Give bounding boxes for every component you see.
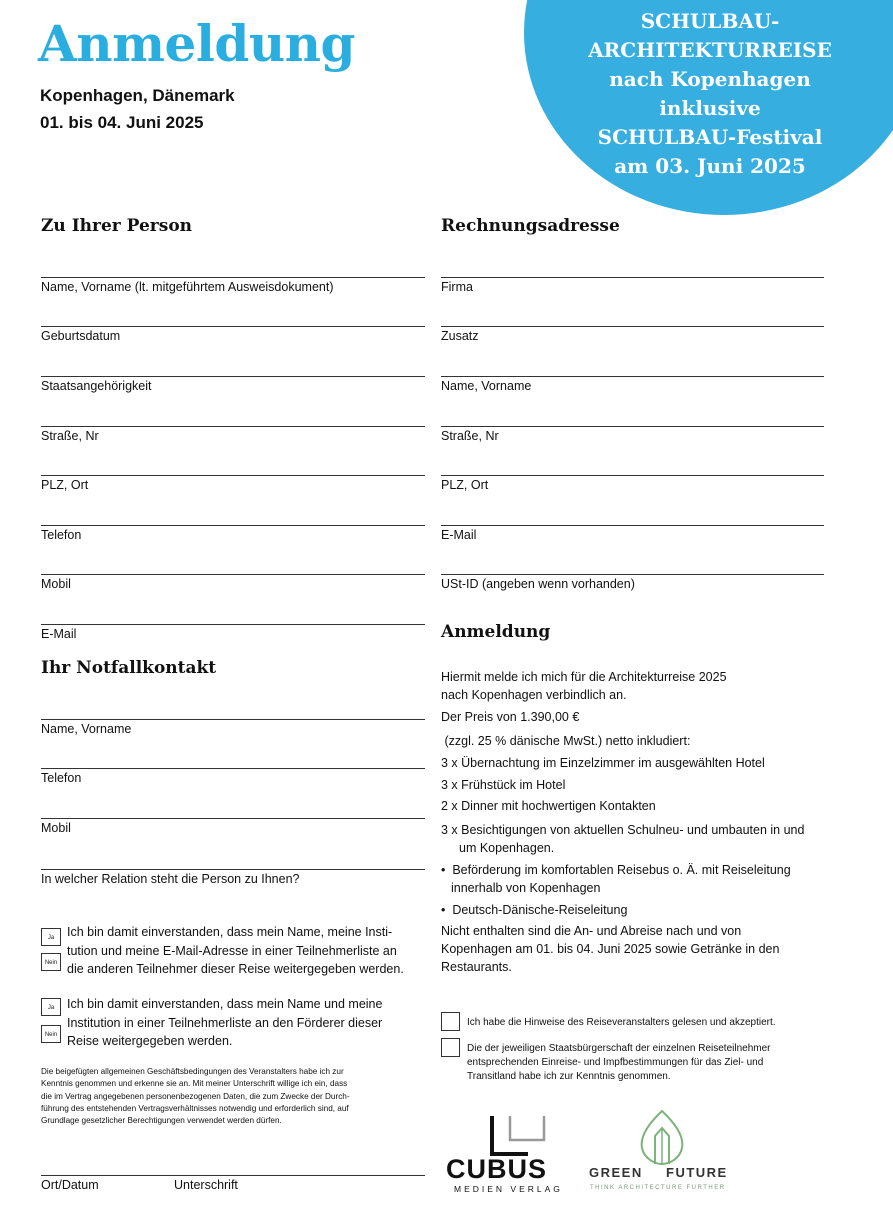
consent1-no-box[interactable]: Nein	[41, 953, 61, 971]
reg-line: 2 x Dinner mit hochwertigen Kontakten	[441, 799, 656, 813]
person-heading: Zu Ihrer Person	[41, 216, 193, 236]
consent1-text	[67, 923, 404, 979]
signature-line[interactable]	[41, 1175, 425, 1176]
banner-line: am 03. Juni 2025	[614, 154, 806, 178]
event-location: Kopenhagen, Dänemark	[40, 86, 235, 105]
entry-rules-line: entsprechenden Einreise- und Impfbestimmungen für das Ziel- und	[467, 1057, 764, 1068]
billing-name-label: Name, Vorname	[441, 379, 532, 393]
billing-zip-label: PLZ, Ort	[441, 478, 489, 492]
nationality-field-line[interactable]	[41, 376, 425, 377]
reg-line: • Deutsch-Dänische-Reiseleitung	[441, 903, 628, 917]
emergency-mobile-label: Mobil	[41, 821, 71, 835]
billing-email-line[interactable]	[441, 525, 824, 526]
cubus-logo-icon	[488, 1112, 548, 1158]
consent1-yes-box[interactable]: Ja	[41, 928, 61, 946]
billing-email-label: E-Mail	[441, 528, 477, 542]
page-title: Anmeldung	[38, 14, 355, 73]
email-field-line[interactable]	[41, 624, 425, 625]
reg-line: Nicht enthalten sind die An- und Abreise nach und von	[441, 924, 742, 938]
emergency-heading: Ihr Notfallkontakt	[41, 658, 217, 678]
consent2-line: Ich bin damit einverstanden, dass mein Name und meine	[67, 997, 383, 1011]
mobile-field-line[interactable]	[41, 574, 425, 575]
reg-price: Der Preis von 1.390,00 €	[441, 710, 580, 724]
reg-line: (zzgl. 25 % dänische MwSt.) netto inkludiert:	[441, 734, 691, 748]
terms-line: Grundlage gesetzlicher Berechtigungen verwendet werden dürfen.	[41, 1116, 282, 1126]
reg-line: innerhalb von Kopenhagen	[451, 881, 601, 895]
consent2-no-box[interactable]: Nein	[41, 1025, 61, 1043]
reg-line: 3 x Übernachtung im Einzelzimmer im ausgewählten Hotel	[441, 756, 765, 770]
zip-city-field-line[interactable]	[41, 475, 425, 476]
billing-heading: Rechnungsadresse	[441, 216, 620, 236]
birthdate-field-label: Geburtsdatum	[41, 329, 121, 343]
phone-field-line[interactable]	[41, 525, 425, 526]
emergency-phone-line[interactable]	[41, 768, 425, 769]
email-field-label: E-Mail	[41, 627, 77, 641]
banner-line: nach Kopenhagen	[609, 67, 811, 91]
birthdate-field-line[interactable]	[41, 326, 425, 327]
reg-line: nach Kopenhagen verbindlich an.	[441, 688, 627, 702]
entry-rules-line: Die der jeweiligen Staatsbürgerschaft der einzelnen Reiseteilnehmer	[467, 1043, 771, 1054]
entry-rules-checkbox[interactable]	[441, 1038, 460, 1057]
addition-field-line[interactable]	[441, 326, 824, 327]
billing-zip-line[interactable]	[441, 475, 824, 476]
emergency-name-line[interactable]	[41, 719, 425, 720]
vat-id-line[interactable]	[441, 574, 824, 575]
billing-street-label: Straße, Nr	[441, 429, 499, 443]
terms-line: Die beigefügten allgemeinen Geschäftsbedingungen des Veranstalters habe ich zur	[41, 1067, 344, 1076]
reg-line: 3 x Frühstück im Hotel	[441, 778, 566, 792]
banner-text	[555, 7, 865, 181]
emergency-name-label: Name, Vorname	[41, 722, 132, 736]
green-future-leaf-icon	[636, 1108, 688, 1166]
consent2-text	[67, 995, 382, 1051]
company-field-label: Firma	[441, 280, 473, 294]
name-field-line[interactable]	[41, 277, 425, 278]
billing-name-line[interactable]	[441, 376, 824, 377]
accept-terms-label: Ich habe die Hinweise des Reiseveranstalters gelesen und akzeptiert.	[467, 1017, 776, 1028]
entry-rules-line: Transitland habe ich zur Kenntnis genommen.	[467, 1071, 671, 1082]
consent1-line: Ich bin damit einverstanden, dass mein Name, meine Insti-	[67, 925, 393, 939]
terms-text	[41, 1066, 350, 1127]
emergency-mobile-line[interactable]	[41, 818, 425, 819]
consent1-line: tution und meine E-Mail-Adresse in einer Teilnehmerliste an	[67, 943, 397, 958]
consent2-line: Reise weitergegeben werden.	[67, 1034, 233, 1048]
registration-heading: Anmeldung	[441, 622, 551, 642]
accept-terms-checkbox[interactable]	[441, 1012, 460, 1031]
cubus-logo-text: CUBUS	[446, 1154, 548, 1184]
entry-rules-label	[467, 1042, 771, 1084]
reg-line: Hiermit melde ich mich für die Architekturreise 2025	[441, 670, 727, 684]
emergency-relation-label: In welcher Relation steht die Person zu Ihnen?	[41, 872, 300, 886]
signature-label: Unterschrift	[174, 1178, 238, 1192]
zip-city-field-label: PLZ, Ort	[41, 478, 89, 492]
cubus-logo-subtext: MEDIEN VERLAG	[454, 1184, 563, 1194]
reg-line: um Kopenhagen.	[459, 841, 555, 855]
terms-line: die im Vertrag angegebenen personenbezogenen Daten, die zum Zwecke der Durch-	[41, 1091, 350, 1101]
green-future-word2: FUTURE	[666, 1165, 728, 1180]
reg-line: Kopenhagen am 01. bis 04. Juni 2025 sowie Getränke in den	[441, 942, 780, 956]
banner-line: inklusive	[659, 96, 761, 120]
addition-field-label: Zusatz	[441, 329, 479, 343]
banner-line: SCHULBAU-	[640, 9, 780, 33]
emergency-phone-label: Telefon	[41, 771, 82, 785]
emergency-relation-line[interactable]	[41, 869, 425, 870]
billing-street-line[interactable]	[441, 426, 824, 427]
reg-line: • Beförderung im komfortablen Reisebus o. Ä. mit Reiseleitung	[441, 863, 791, 877]
event-dates: 01. bis 04. Juni 2025	[40, 113, 204, 132]
mobile-field-label: Mobil	[41, 577, 71, 591]
banner-line: SCHULBAU-Festival	[597, 125, 823, 149]
reg-line: 3 x Besichtigungen von aktuellen Schulneu- und umbauten in und	[441, 823, 805, 837]
terms-line: Kenntnis genommen und erkenne sie an. Mit meiner Unterschrift willige ich ein, dass	[41, 1079, 348, 1089]
phone-field-label: Telefon	[41, 528, 82, 542]
vat-id-label: USt-ID (angeben wenn vorhanden)	[441, 577, 635, 591]
green-future-subtext: THINK ARCHITECTURE FURTHER	[590, 1185, 726, 1191]
place-date-label: Ort/Datum	[41, 1178, 99, 1192]
terms-line: führung des entstehenden Vertragsverhältnisses notwendig und erforderlich sind, auf	[41, 1103, 349, 1113]
green-future-word1: GREEN	[589, 1165, 643, 1180]
street-field-label: Straße, Nr	[41, 429, 99, 443]
company-field-line[interactable]	[441, 277, 824, 278]
banner-line: ARCHITEKTURREISE	[588, 38, 832, 62]
street-field-line[interactable]	[41, 426, 425, 427]
reg-line: Restaurants.	[441, 960, 512, 974]
nationality-field-label: Staatsangehörigkeit	[41, 379, 152, 393]
name-field-label: Name, Vorname (lt. mitgeführtem Ausweisdokument)	[41, 280, 334, 294]
consent1-line: die anderen Teilnehmer dieser Reise weitergegeben werden.	[67, 962, 404, 976]
consent2-yes-box[interactable]: Ja	[41, 998, 61, 1016]
consent2-line: Institution in einer Teilnehmerliste an den Förderer dieser	[67, 1015, 383, 1030]
